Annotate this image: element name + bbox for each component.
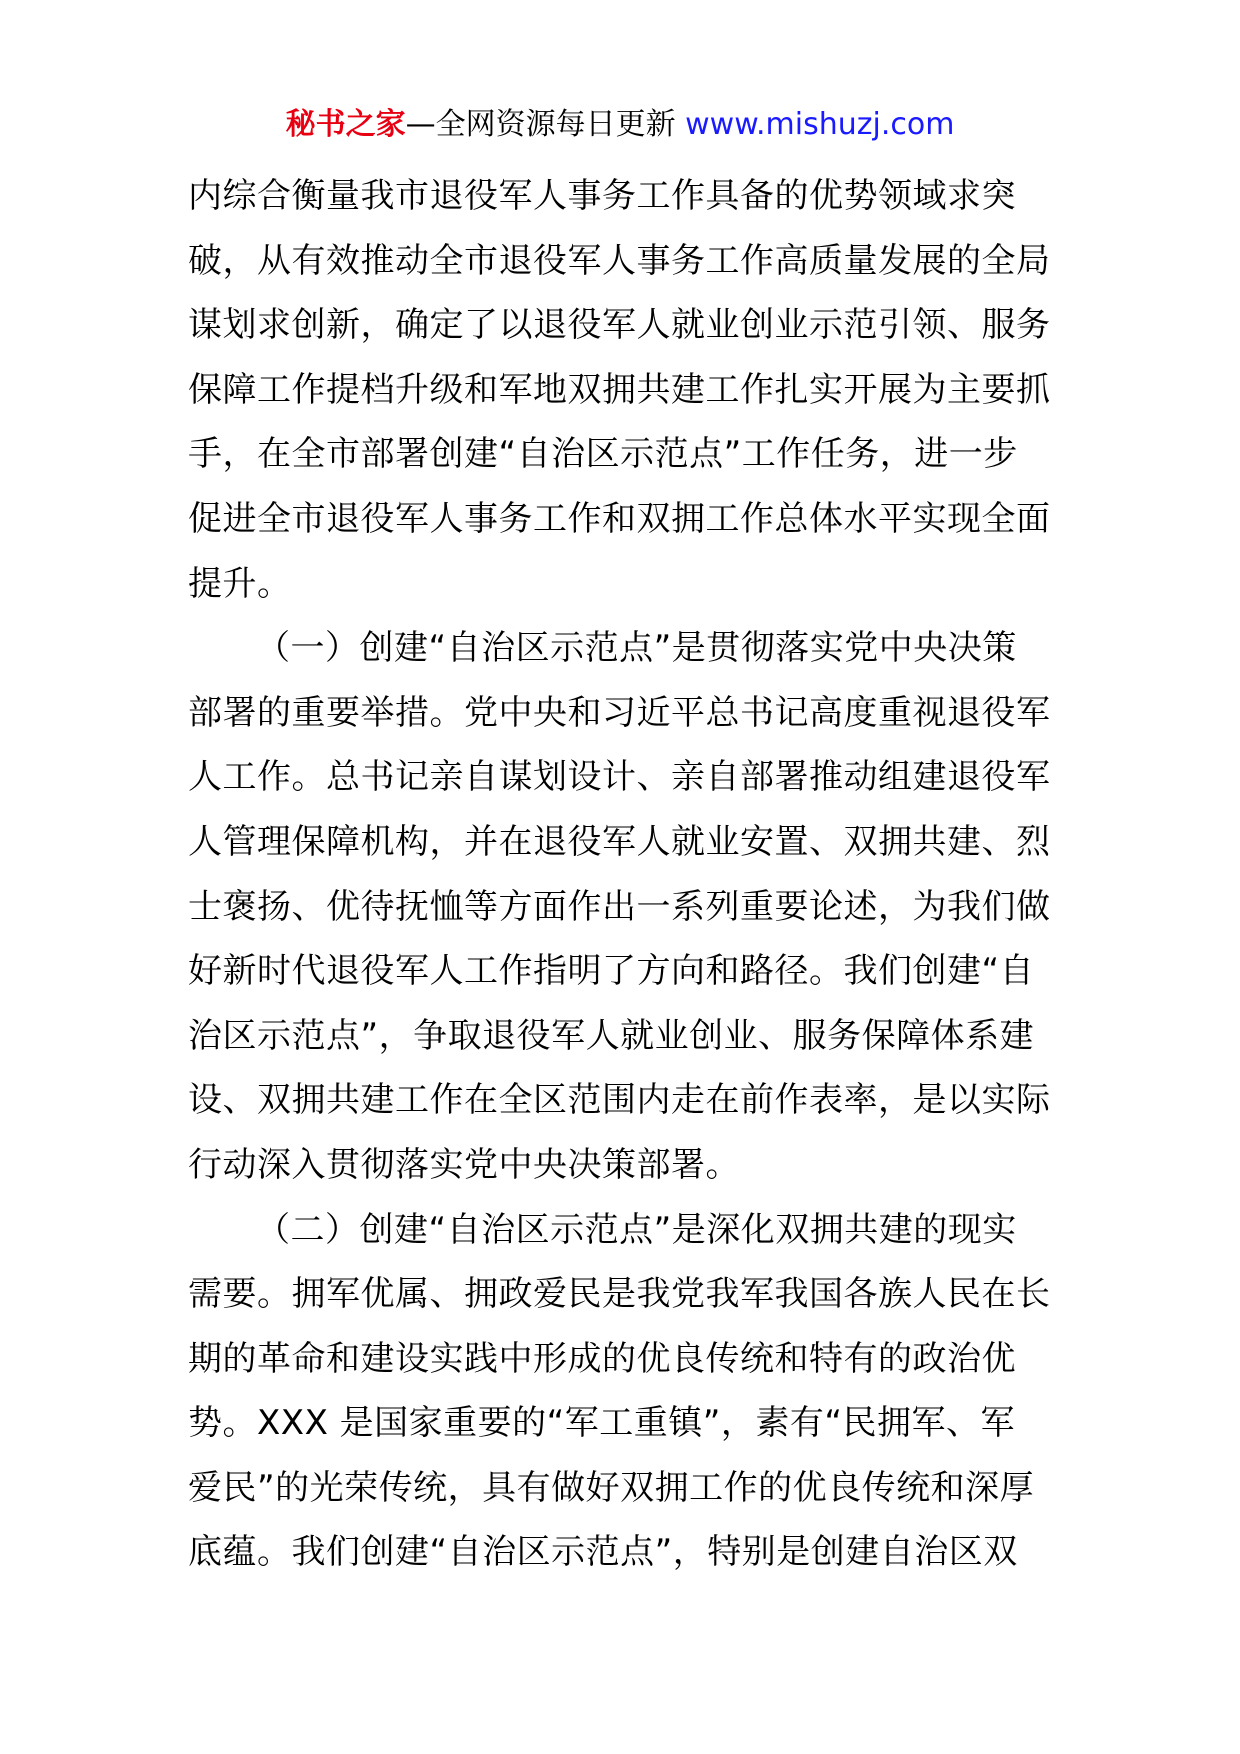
paragraph-2-first-line: （二）创建“自治区示范点”是深化双拥共建的现实 — [256, 1209, 1017, 1250]
text-line: 内综合衡量我市退役军人事务工作具备的优势领域求突 — [188, 176, 1016, 216]
text-line: 势。XXX 是国家重要的“军工重镇”，素有“民拥军、军 — [188, 1403, 1016, 1444]
text-line: 破，从有效推动全市退役军人事务工作高质量发展的全局 — [188, 240, 1051, 281]
text-line: 治区示范点”，争取退役军人就业创业、服务保障体系建 — [188, 1015, 1035, 1056]
text-line: 人管理保障机构，并在退役军人就业安置、双拥共建、烈 — [188, 821, 1051, 862]
text-line: 人工作。总书记亲自谋划设计、亲自部署推动组建退役军 — [188, 757, 1051, 798]
paragraph-1-first-line: （一）创建“自治区示范点”是贯彻落实党中央决策 — [256, 628, 1017, 669]
text-line: 需要。拥军优属、拥政爱民是我党我军我国各族人民在长 — [188, 1274, 1051, 1315]
text-line: 士褒扬、优待抚恤等方面作出一系列重要论述，为我们做 — [188, 886, 1051, 927]
text-line: 设、双拥共建工作在全区范围内走在前作表率，是以实际 — [188, 1080, 1051, 1121]
text-line: 保障工作提档升级和军地双拥共建工作扎实开展为主要抓 — [188, 369, 1051, 410]
text-line: 行动深入贯彻落实党中央决策部署。 — [188, 1144, 740, 1185]
document-body — [188, 164, 1054, 1585]
text-line: 底蕴。我们创建“自治区示范点”，特别是创建自治区双 — [188, 1532, 1018, 1573]
text-line: 部署的重要举措。党中央和习近平总书记高度重视退役军 — [188, 692, 1051, 733]
text-line: 手，在全市部署创建“自治区示范点”工作任务，进一步 — [188, 434, 1018, 475]
text-line: 爱民”的光荣传统，具有做好双拥工作的优良传统和深厚 — [188, 1467, 1035, 1508]
text-line: 谋划求创新，确定了以退役军人就业创业示范引领、服务 — [188, 305, 1051, 346]
text-line: 提升。 — [188, 563, 292, 604]
text-line: 好新时代退役军人工作指明了方向和路径。我们创建“自 — [188, 951, 1035, 992]
text-line: 期的革命和建设实践中形成的优良传统和特有的政治优 — [188, 1338, 1016, 1379]
page-header — [0, 103, 1240, 147]
header-tagline: —全网资源每日更新 — [405, 107, 686, 142]
header-url-link[interactable]: www.mishuzj.com — [685, 107, 955, 142]
text-line: 促进全市退役军人事务工作和双拥工作总体水平实现全面 — [188, 498, 1051, 539]
header-brand: 秘书之家 — [285, 107, 406, 142]
